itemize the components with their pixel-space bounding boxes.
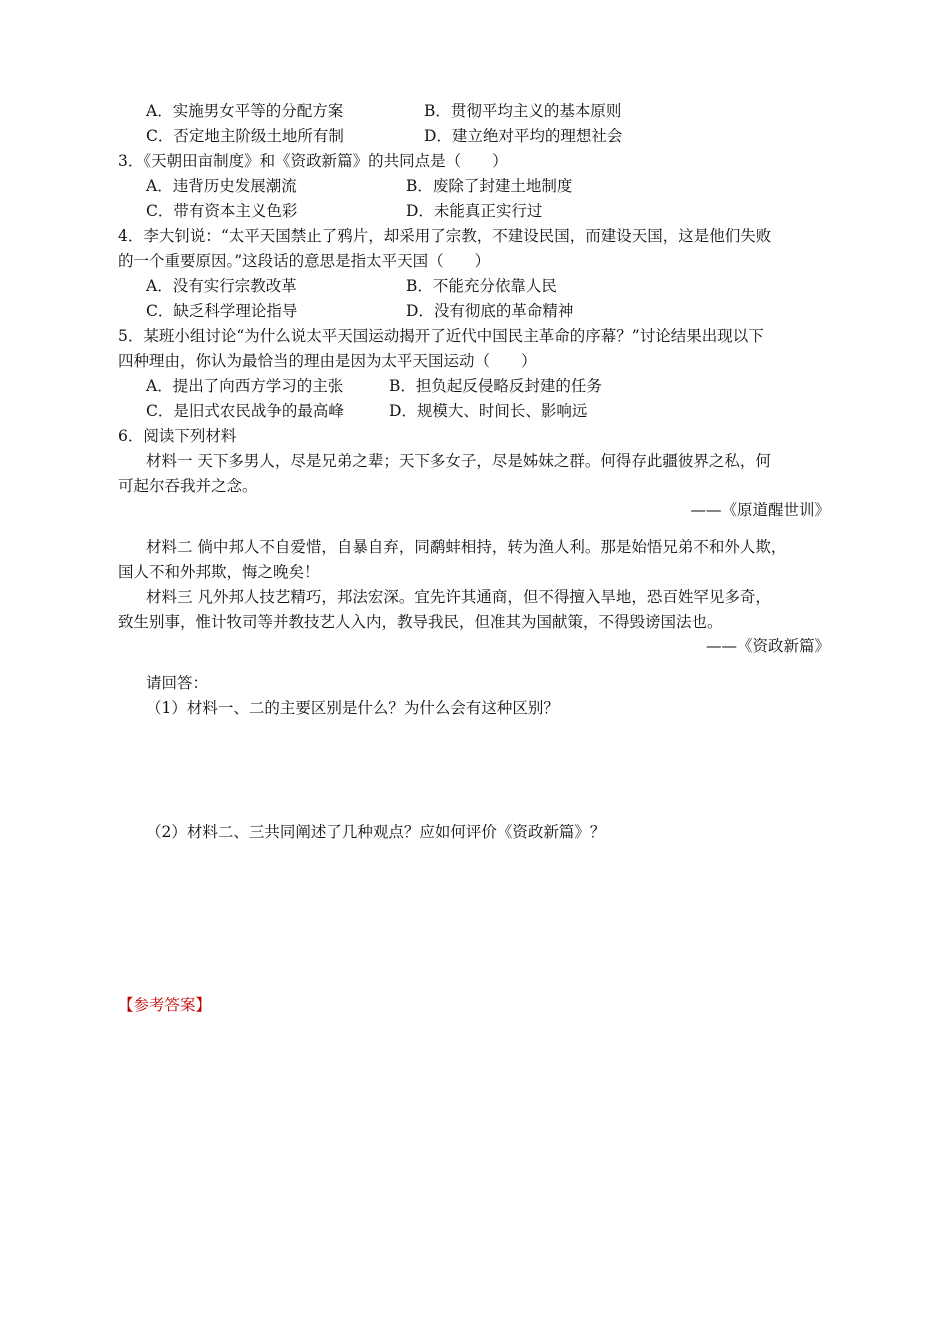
material-1-line2: 可起尔吞我并之念。: [118, 477, 258, 495]
q4-option-d: D．没有彻底的革命精神: [406, 302, 574, 320]
material-1-line1: 材料一 天下多男人，尽是兄弟之辈；天下多女子，尽是姊妹之群。何得存此疆彼界之私，何: [146, 452, 771, 470]
q5-option-b: B．担负起反侵略反封建的任务: [389, 377, 602, 395]
q5-option-a: A．提出了向西方学习的主张: [146, 377, 344, 395]
q2-option-b: B．贯彻平均主义的基本原则: [424, 102, 622, 120]
sub-question-1: （1）材料一、二的主要区别是什么？为什么会有这种区别？: [146, 699, 559, 717]
material-1-source: ——《原道醒世训》: [690, 501, 830, 519]
q5-option-c: C．是旧式农民战争的最高峰: [146, 402, 344, 420]
q5-option-d: D．规模大、时间长、影响远: [389, 402, 588, 420]
q3-option-a: A．违背历史发展潮流: [146, 177, 297, 195]
answer-section-heading: 【参考答案】: [118, 996, 212, 1014]
q4-option-b: B．不能充分依靠人民: [406, 277, 557, 295]
q2-option-d: D．建立绝对平均的理想社会: [424, 127, 623, 145]
q4-stem-line2: 的一个重要原因。”这段话的意思是指太平天国（ ）: [118, 252, 491, 270]
material-2-line2: 国人不和外邦欺，悔之晚矣！: [118, 563, 320, 581]
material-2-3-source: ——《资政新篇》: [705, 637, 830, 655]
material-2-line1: 材料二 倘中邦人不自爱惜，自暴自弃，同鹬蚌相持，转为渔人利。那是始悟兄弟不和外人欺，: [146, 538, 787, 556]
q4-option-a: A．没有实行宗教改革: [146, 277, 297, 295]
q4-option-c: C．缺乏科学理论指导: [146, 302, 298, 320]
q5-stem-line2: 四种理由，你认为最恰当的理由是因为太平天国运动（ ）: [118, 352, 537, 370]
q6-stem: 6．阅读下列材料: [118, 427, 237, 445]
sub-question-2: （2）材料二、三共同阐述了几种观点？应如何评价《资政新篇》？: [146, 823, 606, 841]
q3-option-b: B．废除了封建土地制度: [406, 177, 573, 195]
material-3-line2: 致生别事，惟计牧司等并教技艺人入内，教导我民，但准其为国献策，不得毁谤国法也。: [118, 613, 723, 631]
q3-option-c: C．带有资本主义色彩: [146, 202, 298, 220]
q2-option-a: A．实施男女平等的分配方案: [146, 102, 344, 120]
material-3-line1: 材料三 凡外邦人技艺精巧，邦法宏深。宜先许其通商，但不得擅入旱地，恐百姓罕见多奇，: [146, 588, 771, 606]
q4-stem-line1: 4．李大钊说：“太平天国禁止了鸦片，却采用了宗教，不建设民国，而建设天国，这是他们失败: [118, 227, 772, 245]
q3-stem: 3．《天朝田亩制度》和《资政新篇》的共同点是（ ）: [118, 152, 508, 170]
q2-option-c: C．否定地主阶级土地所有制: [146, 127, 344, 145]
answer-prompt: 请回答：: [146, 674, 209, 692]
q3-option-d: D．未能真正实行过: [406, 202, 543, 220]
q5-stem-line1: 5．某班小组讨论“为什么说太平天国运动揭开了近代中国民主革命的序幕？”讨论结果出现以下: [118, 327, 764, 345]
